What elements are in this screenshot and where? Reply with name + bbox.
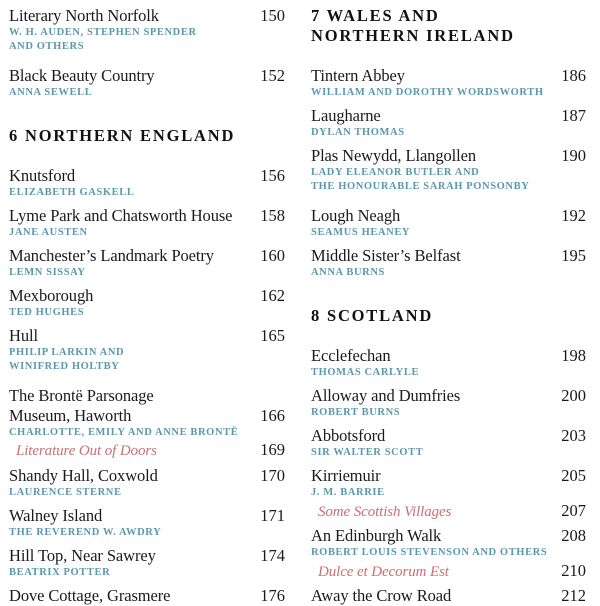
page-number: 176 bbox=[260, 586, 285, 605]
entry-title: Hill Top, Near Sawrey bbox=[9, 546, 156, 565]
page-number: 174 bbox=[260, 546, 285, 565]
entry-title: Lough Neagh bbox=[311, 206, 401, 225]
entry-author: J. M. BARRIE bbox=[311, 487, 385, 498]
entry-title: Kirriemuir bbox=[311, 466, 381, 485]
page-number: 186 bbox=[561, 66, 586, 85]
toc-feature-entry[interactable] bbox=[311, 501, 586, 522]
entry-author: SEAMUS HEANEY bbox=[311, 227, 411, 238]
page-number: 210 bbox=[561, 561, 586, 580]
toc-entry[interactable] bbox=[9, 166, 285, 200]
entry-author: ANNA BURNS bbox=[311, 267, 385, 278]
toc-entry[interactable] bbox=[9, 466, 285, 500]
page-number: 169 bbox=[260, 440, 285, 459]
page-number: 203 bbox=[561, 426, 586, 445]
entry-title: Literary North Norfolk bbox=[9, 6, 159, 25]
section-heading-northern-england: 6 NORTHERN ENGLAND bbox=[9, 126, 236, 145]
entry-title: Mexborough bbox=[9, 286, 94, 305]
page-number: 187 bbox=[561, 106, 586, 125]
toc-entry[interactable] bbox=[9, 6, 285, 54]
entry-author: ROBERT BURNS bbox=[311, 407, 401, 418]
page-number: 200 bbox=[561, 386, 586, 405]
toc-entry[interactable] bbox=[9, 66, 285, 100]
feature-title: Literature Out of Doors bbox=[16, 443, 157, 459]
toc-entry[interactable] bbox=[311, 146, 586, 194]
entry-title: Ecclefechan bbox=[311, 346, 391, 365]
entry-title: Knutsford bbox=[9, 166, 76, 185]
entry-title: Plas Newydd, Llangollen bbox=[311, 146, 476, 165]
page-number: 171 bbox=[260, 506, 285, 525]
page-number: 207 bbox=[561, 501, 586, 520]
entry-title: Dove Cottage, Grasmere bbox=[9, 586, 171, 605]
page-number: 165 bbox=[260, 326, 285, 345]
page-number: 152 bbox=[260, 66, 285, 85]
entry-author: PHILIP LARKIN AND bbox=[9, 347, 125, 358]
toc-entry[interactable] bbox=[9, 286, 285, 320]
entry-author: LAURENCE STERNE bbox=[9, 487, 122, 498]
toc-entry[interactable] bbox=[9, 506, 285, 540]
entry-title: Away the Crow Road bbox=[311, 586, 452, 605]
entry-author: JANE AUSTEN bbox=[9, 227, 88, 238]
entry-author: THE HONOURABLE SARAH PONSONBY bbox=[311, 181, 530, 192]
entry-title: Manchester’s Landmark Poetry bbox=[9, 246, 214, 265]
page-number: 162 bbox=[260, 286, 285, 305]
toc-entry[interactable] bbox=[311, 426, 586, 460]
entry-author: THE REVEREND W. AWDRY bbox=[9, 527, 162, 538]
entry-author: THOMAS CARLYLE bbox=[311, 367, 420, 378]
feature-title: Some Scottish Villages bbox=[318, 504, 452, 520]
entry-author: WINIFRED HOLTBY bbox=[9, 361, 120, 372]
toc-entry[interactable] bbox=[9, 386, 285, 440]
entry-title: Museum, Haworth bbox=[9, 406, 132, 425]
feature-title: Dulce et Decorum Est bbox=[318, 564, 449, 580]
page-number: 150 bbox=[260, 6, 285, 25]
toc-entry[interactable] bbox=[311, 526, 586, 560]
page-number: 205 bbox=[561, 466, 586, 485]
entry-title: Laugharne bbox=[311, 106, 381, 125]
entry-title: Walney Island bbox=[9, 506, 103, 525]
toc-entry[interactable] bbox=[311, 386, 586, 420]
entry-author: ELIZABETH GASKELL bbox=[9, 187, 135, 198]
entry-author: ANNA SEWELL bbox=[9, 87, 93, 98]
toc-entry[interactable] bbox=[9, 546, 285, 580]
toc-feature-entry[interactable] bbox=[311, 561, 586, 582]
entry-author: SIR WALTER SCOTT bbox=[311, 447, 424, 458]
toc-entry[interactable] bbox=[9, 246, 285, 280]
toc-entry[interactable] bbox=[9, 586, 285, 606]
page-number: 212 bbox=[561, 586, 586, 605]
page-number: 208 bbox=[561, 526, 586, 545]
entry-title: Lyme Park and Chatsworth House bbox=[9, 206, 233, 225]
page-number: 158 bbox=[260, 206, 285, 225]
entry-title: The Brontë Parsonage bbox=[9, 386, 154, 405]
entry-author: W. H. AUDEN, STEPHEN SPENDER bbox=[9, 27, 197, 38]
entry-title: Black Beauty Country bbox=[9, 66, 155, 85]
toc-entry[interactable] bbox=[9, 206, 285, 240]
page-number: 192 bbox=[561, 206, 586, 225]
page-number: 190 bbox=[561, 146, 586, 165]
entry-author: DYLAN THOMAS bbox=[311, 127, 405, 138]
entry-author: TED HUGHES bbox=[9, 307, 85, 318]
toc-entry[interactable] bbox=[311, 106, 586, 140]
toc-entry[interactable] bbox=[311, 346, 586, 380]
section-heading-scotland: 8 SCOTLAND bbox=[311, 306, 434, 325]
entry-title: Alloway and Dumfries bbox=[311, 386, 461, 405]
toc-feature-entry[interactable] bbox=[9, 440, 285, 461]
entry-author: CHARLOTTE, EMILY AND ANNE BRONTË bbox=[9, 427, 239, 438]
page-number: 156 bbox=[260, 166, 285, 185]
entry-title: Tintern Abbey bbox=[311, 66, 405, 85]
entry-title: Hull bbox=[9, 326, 38, 345]
toc-entry[interactable] bbox=[311, 246, 586, 280]
entry-author: ROBERT LOUIS STEVENSON AND OTHERS bbox=[311, 547, 548, 558]
page-number: 160 bbox=[260, 246, 285, 265]
entry-author: BEATRIX POTTER bbox=[9, 567, 111, 578]
toc-entry[interactable] bbox=[311, 206, 586, 240]
entry-author: LADY ELEANOR BUTLER AND bbox=[311, 167, 480, 178]
toc-entry[interactable] bbox=[311, 586, 586, 606]
toc-entry[interactable] bbox=[311, 466, 586, 500]
page-number: 170 bbox=[260, 466, 285, 485]
entry-title: An Edinburgh Walk bbox=[311, 526, 442, 545]
page-number: 195 bbox=[561, 246, 586, 265]
entry-title: Middle Sister’s Belfast bbox=[311, 246, 461, 265]
toc-entry[interactable] bbox=[311, 66, 586, 100]
page-number: 198 bbox=[561, 346, 586, 365]
entry-author: WILLIAM AND DOROTHY WORDSWORTH bbox=[311, 87, 544, 98]
section-heading-wales-ni bbox=[311, 6, 586, 46]
toc-entry[interactable] bbox=[9, 326, 285, 374]
entry-title: Shandy Hall, Coxwold bbox=[9, 466, 158, 485]
section-heading-line: NORTHERN IRELAND bbox=[311, 26, 515, 45]
entry-author: AND OTHERS bbox=[9, 41, 85, 52]
page-number: 166 bbox=[260, 406, 285, 425]
section-heading-line: 7 WALES AND bbox=[311, 6, 440, 25]
entry-author: LEMN SISSAY bbox=[9, 267, 86, 278]
entry-title: Abbotsford bbox=[311, 426, 386, 445]
